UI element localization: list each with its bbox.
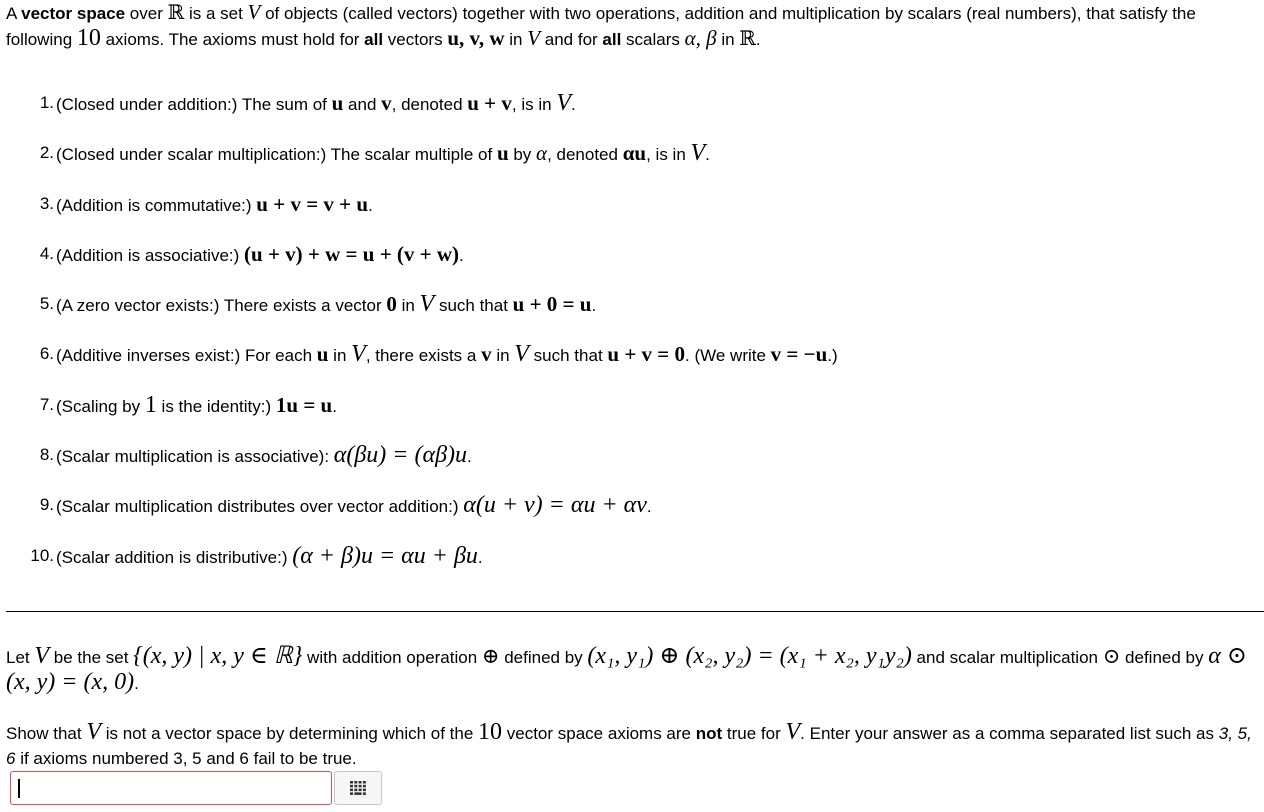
intro-paragraph [6, 0, 1258, 52]
math-expr: 0 [386, 292, 397, 317]
answer-input[interactable] [10, 771, 332, 805]
math-V: V [514, 341, 529, 368]
math-V: V [247, 0, 261, 24]
axiom-number: 7. [39, 394, 54, 414]
math-set: {(x, y) | x, y ∈ ℝ} [133, 643, 303, 669]
axiom-number: 10. [30, 545, 54, 565]
axiom-number: 3. [39, 193, 54, 213]
problem-text: and scalar multiplication [911, 648, 1103, 667]
emphasis-not: not [695, 724, 723, 743]
math-expr: v = −u [770, 342, 828, 367]
math-expr: α [536, 141, 548, 166]
axiom-text: (A zero vector exists:) There exists a vector [56, 296, 387, 316]
intro-text: of objects (called vectors) together with two operations, addition and multiplication by scalars (real numbers), that satisfy the following [6, 4, 1196, 49]
task-text: if axioms numbered 3, 5 and 6 fail to be true. [15, 749, 357, 768]
problem-text: . [134, 674, 139, 693]
math-expr: (α + β)u = αu + βu [292, 542, 478, 569]
task-text: vector space axioms are [502, 724, 696, 743]
task-instructions [6, 720, 1264, 771]
intro-text: axioms. The axioms must hold for [100, 30, 365, 49]
math-expr: 1u = u [275, 392, 333, 417]
emphasis-all: all [602, 30, 622, 49]
axiom-text: (Closed under addition:) The sum of [56, 95, 332, 114]
text-caret [18, 779, 20, 798]
axiom-text: . [477, 547, 483, 567]
keypad-icon [350, 781, 366, 795]
axiom-text: (Additive inverses exist:) For each [56, 346, 317, 366]
math-expr: 1 [144, 391, 157, 418]
axiom-number: 9. [39, 495, 54, 515]
intro-text: scalars [621, 30, 685, 49]
axiom-text: such that [528, 346, 608, 366]
problem-text: be the set [49, 648, 134, 667]
axiom-text: (Addition is associative:) [56, 245, 245, 265]
axiom-text: , is in [646, 145, 691, 165]
axiom-text: by [508, 145, 537, 165]
task-text: is not a vector space by determining which of the [101, 724, 479, 743]
axiom-text: (Scaling by [56, 396, 145, 416]
axiom-text: in [491, 346, 515, 366]
math-keypad-button[interactable] [334, 771, 382, 805]
math-V: V [419, 291, 435, 318]
reals-symbol: ℝ [739, 26, 756, 50]
math-expr: u + 0 = u [512, 292, 592, 317]
axiom-number: 4. [39, 243, 54, 263]
intro-text: . [755, 30, 761, 49]
example-answer: 3, 5, 6 [6, 724, 1252, 768]
oplus-symbol: ⊕ [481, 644, 500, 668]
problem-statement [6, 644, 1264, 696]
math-expr: u [496, 141, 509, 166]
axiom-text: and [343, 95, 382, 114]
math-expr: α(u + v) = αu + αv [463, 492, 647, 519]
axiom-text: (Scalar multiplication is associative): [56, 447, 334, 467]
axiom-text: . [705, 145, 710, 165]
section-divider [6, 611, 1264, 612]
reals-symbol: ℝ [167, 0, 185, 24]
math-V: V [527, 26, 541, 50]
problem-text: defined by [499, 648, 588, 667]
math-V: V [690, 140, 706, 167]
math-expr: u + v = v + u [256, 191, 369, 216]
task-text: true for [722, 724, 786, 743]
problem-text: Let [6, 648, 35, 667]
axiom-text: in [396, 296, 420, 316]
axiom-text: . [591, 296, 597, 316]
math-alpha-beta: α, β [684, 26, 717, 50]
task-text: Show that [6, 724, 87, 743]
intro-text: over [125, 4, 168, 23]
odot-symbol: ⊙ [1102, 644, 1121, 668]
axiom-text: .) [827, 346, 838, 366]
axiom-number: 6. [39, 344, 54, 364]
math-ten: 10 [478, 719, 503, 745]
math-expr: u [331, 91, 344, 115]
math-V: V [785, 719, 801, 745]
axiom-text: in [328, 346, 352, 366]
math-V: V [34, 643, 50, 669]
axiom-text: . [368, 195, 373, 215]
axiom-text: , denoted [391, 95, 468, 114]
math-scalar-definition: α ⊙ (x, y) = (x, 0) [6, 643, 1247, 695]
math-expr: v [381, 91, 392, 115]
task-text: . Enter your answer as a comma separated list such as [800, 724, 1219, 743]
intro-text: A [6, 4, 22, 23]
math-ten: 10 [76, 25, 101, 51]
axiom-text: (Scalar multiplication distributes over vector addition:) [56, 497, 464, 517]
axiom-text: , denoted [547, 145, 623, 165]
axiom-number: 1. [39, 93, 54, 112]
axiom-text: (Addition is commutative:) [56, 195, 257, 215]
term-vector-space: vector space [21, 4, 126, 23]
math-expr: α(βu) = (αβ)u [333, 442, 468, 469]
intro-text: is a set [184, 4, 248, 23]
math-V: V [556, 90, 571, 116]
intro-text: in [716, 30, 740, 49]
math-uvw: u, v, w [447, 26, 505, 50]
problem-text: with addition operation [302, 648, 482, 667]
math-expr: v [481, 342, 492, 367]
math-expr: αu [622, 141, 647, 166]
axiom-text: . [570, 95, 576, 114]
emphasis-all: all [364, 30, 384, 49]
axiom-text: . [646, 497, 652, 517]
intro-text: and for [540, 30, 603, 49]
axiom-text: such that [434, 296, 513, 316]
axiom-text: . [332, 396, 337, 416]
axiom-number: 2. [39, 143, 54, 163]
math-V: V [351, 341, 366, 368]
math-expr: u + v [467, 91, 512, 115]
axiom-text: , there exists a [365, 346, 482, 366]
axiom-text: , is in [511, 95, 557, 114]
axiom-text: (Scalar addition is distributive:) [56, 547, 293, 567]
intro-text: vectors [383, 30, 448, 49]
problem-text: defined by [1120, 648, 1209, 667]
axiom-text: (Closed under scalar multiplication:) The scalar multiple of [56, 145, 497, 165]
axiom-text: . [459, 245, 464, 265]
math-expr: (u + v) + w = u + (v + w) [244, 241, 460, 266]
math-expr: u + v = 0 [607, 342, 686, 367]
axiom-number: 8. [39, 445, 54, 465]
axiom-text: . [467, 447, 472, 467]
axiom-text: is the identity:) [156, 396, 276, 416]
math-V: V [86, 719, 101, 745]
axiom-number: 5. [39, 294, 54, 314]
math-expr: u [316, 342, 329, 367]
axiom-text: . (We write [685, 346, 771, 366]
intro-text: in [504, 30, 528, 49]
math-addition-definition: (x₁, y₁) ⊕ (x₂, y₂) = (x₁ + x₂, y₁y₂) [587, 643, 912, 669]
